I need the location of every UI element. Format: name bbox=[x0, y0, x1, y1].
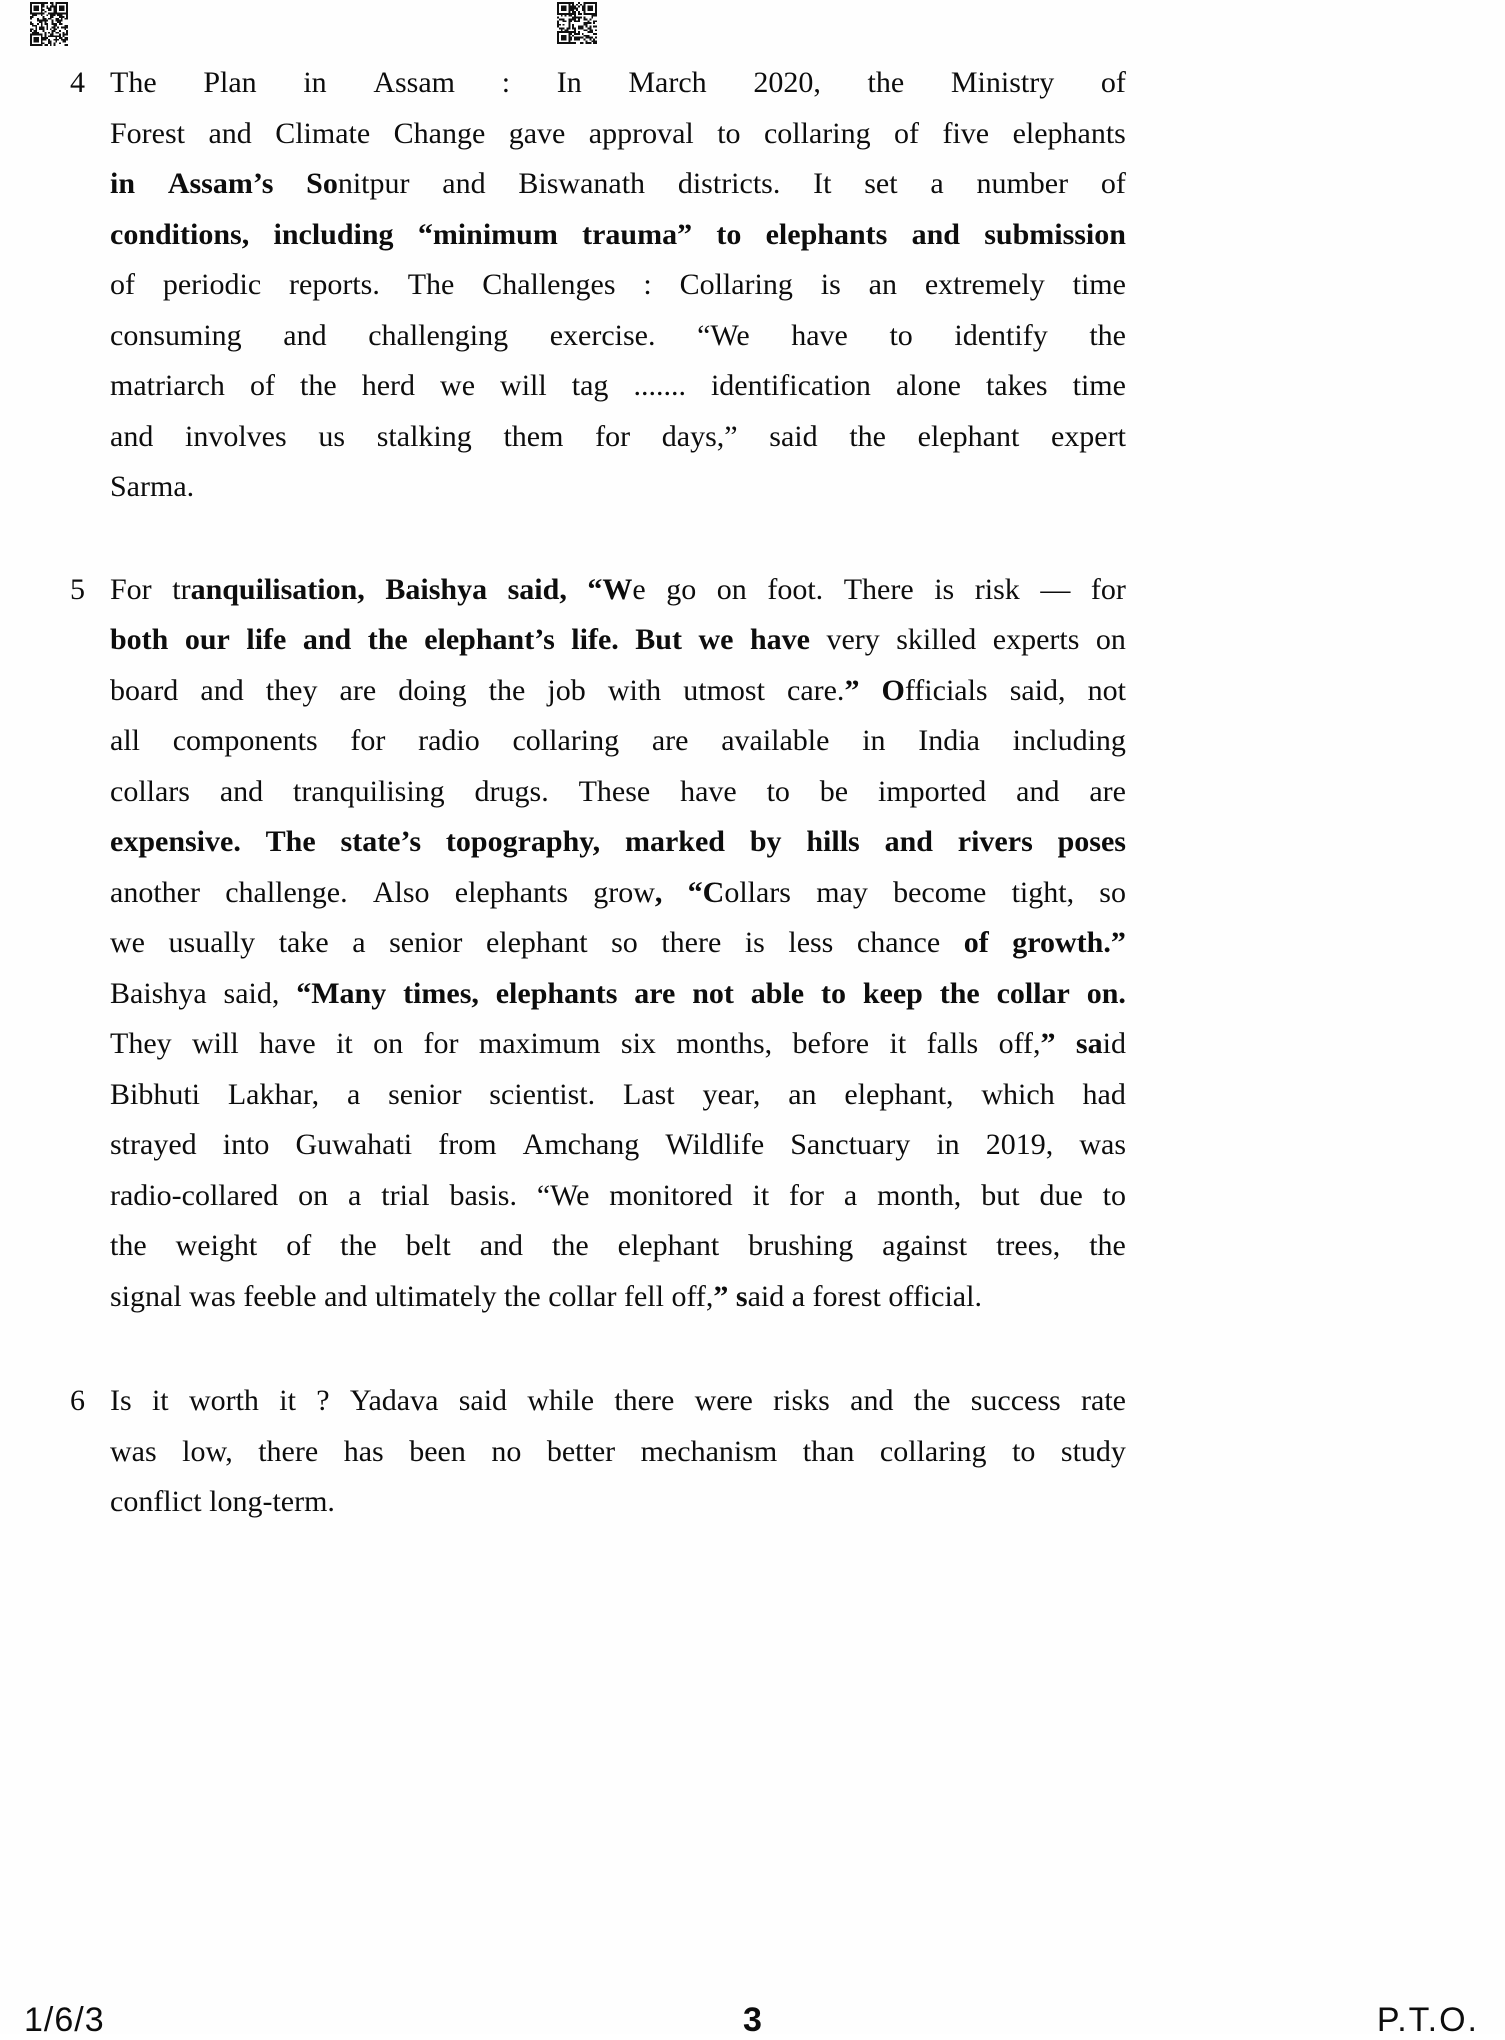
text-line: both our life and the elephant’s life. But we have very skilled experts on bbox=[110, 623, 1126, 656]
text-line: the weight of the belt and the elephant brushing against trees, the bbox=[110, 1229, 1126, 1262]
text-line: was low, there has been no better mechanism than collaring to study bbox=[110, 1434, 1126, 1468]
text-line: and involves us stalking them for days,” said the elephant expert bbox=[110, 419, 1126, 453]
text-line: Forest and Climate Change gave approval to collaring of five elephants bbox=[110, 116, 1126, 150]
qr-code-icon bbox=[557, 2, 597, 44]
text-line: Baishya said, “Many times, elephants are not able to keep the collar on. bbox=[110, 976, 1126, 1010]
turn-over-note: P.T.O. bbox=[1376, 2001, 1479, 2039]
text-line: consuming and challenging exercise. “We have to identify the bbox=[110, 318, 1126, 352]
passage-paragraph bbox=[62, 1376, 1126, 1528]
text-line: For tranquilisation, Baishya said, “We go on foot. There is risk — for bbox=[110, 572, 1126, 606]
text-line: radio-collared on a trial basis. “We monitored it for a month, but due to bbox=[110, 1178, 1126, 1212]
text-line: The Plan in Assam : In March 2020, the Ministry of bbox=[110, 66, 1126, 99]
text-line: we usually take a senior elephant so there is less chance of growth.” bbox=[110, 926, 1126, 959]
paragraph-text bbox=[110, 565, 1126, 1323]
paragraph-number: 4 bbox=[70, 66, 85, 99]
qr-code-icon bbox=[30, 2, 68, 46]
text-line: expensive. The state’s topography, marked by hills and rivers poses bbox=[110, 825, 1126, 858]
passage-paragraph bbox=[62, 565, 1126, 1323]
text-line: all components for radio collaring are available in India including bbox=[110, 724, 1126, 757]
text-line: conditions, including “minimum trauma” to elephants and submission bbox=[110, 217, 1126, 251]
page-number: 3 bbox=[743, 2001, 762, 2039]
paragraph-text bbox=[110, 58, 1126, 513]
passage-paragraph bbox=[62, 58, 1126, 513]
text-line: signal was feeble and ultimately the collar fell off,” said a forest official. bbox=[110, 1279, 982, 1313]
text-line: Is it worth it ? Yadava said while there were risks and the success rate bbox=[110, 1384, 1126, 1417]
text-line: matriarch of the herd we will tag ....... identification alone takes time bbox=[110, 369, 1126, 402]
text-line: in Assam’s Sonitpur and Biswanath districts. It set a number of bbox=[110, 167, 1126, 200]
text-line: another challenge. Also elephants grow, “Collars may become tight, so bbox=[110, 875, 1126, 909]
text-line: board and they are doing the job with utmost care.” Officials said, not bbox=[110, 673, 1126, 707]
text-line: collars and tranquilising drugs. These have to be imported and are bbox=[110, 774, 1126, 808]
paragraph-number: 6 bbox=[70, 1384, 85, 1417]
text-line: They will have it on for maximum six months, before it falls off,” said bbox=[110, 1027, 1126, 1060]
passage-body bbox=[62, 58, 1126, 1528]
text-line: of periodic reports. The Challenges : Collaring is an extremely time bbox=[110, 268, 1126, 301]
page-footer bbox=[0, 1974, 1505, 2039]
paragraph-text bbox=[110, 1376, 1126, 1528]
text-line: Sarma. bbox=[110, 470, 195, 503]
text-line: strayed into Guwahati from Amchang Wildlife Sanctuary in 2019, was bbox=[110, 1128, 1126, 1161]
paragraph-number: 5 bbox=[70, 572, 85, 606]
text-line: conflict long-term. bbox=[110, 1485, 335, 1518]
text-line: Bibhuti Lakhar, a senior scientist. Last year, an elephant, which had bbox=[110, 1077, 1126, 1111]
paper-code: 1/6/3 bbox=[24, 2001, 105, 2039]
